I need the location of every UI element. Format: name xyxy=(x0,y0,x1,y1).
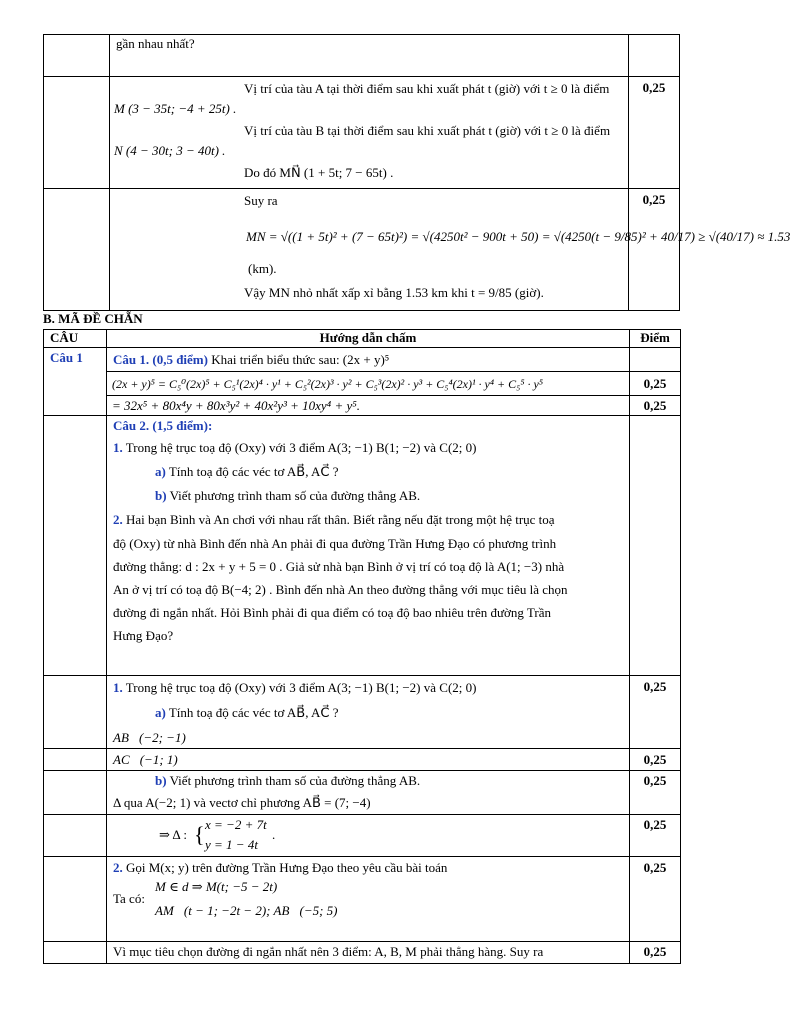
sol-part1b xyxy=(155,773,420,789)
score: 0,25 xyxy=(643,376,667,391)
param-dot: . xyxy=(272,827,276,842)
cell xyxy=(629,35,680,77)
cell xyxy=(110,77,629,189)
cell xyxy=(629,77,680,189)
cell xyxy=(630,396,681,416)
sol-part1a xyxy=(155,705,339,721)
vectors-am-ab: AM⃗(t − 1; −2t − 2); AB⃗(−5; 5) xyxy=(155,903,338,918)
text-line: Hưng Đạo? xyxy=(113,628,174,643)
cell xyxy=(107,749,630,771)
cell xyxy=(630,749,681,771)
header-cell xyxy=(630,330,681,348)
cell xyxy=(44,416,107,676)
q-part1a-text: Tính toạ độ các véc tơ AB⃗, AC⃗ ? xyxy=(165,464,339,479)
text-line: Vậy MN nhỏ nhất xấp xỉ bằng 1.53 km khi t = 9/85 (giờ). xyxy=(244,285,544,300)
q-part1b xyxy=(155,488,420,504)
q-part1b-text: Viết phương trình tham số của đường thẳng AB. xyxy=(166,488,421,503)
cell xyxy=(630,372,681,396)
cell xyxy=(44,749,107,771)
cell xyxy=(107,815,630,857)
score: 0,25 xyxy=(643,817,667,832)
q-part2-num: 2. xyxy=(113,512,123,527)
sol-part1a-text: Tính toạ độ các véc tơ AB⃗, AC⃗ ? xyxy=(165,705,339,720)
formula: N (4 − 30t; 3 − 40t) . xyxy=(114,143,226,158)
cell xyxy=(107,942,630,964)
score: 0,25 xyxy=(642,192,666,207)
section-title: B. MÃ ĐỀ CHẴN xyxy=(43,311,143,326)
score: 0,25 xyxy=(642,80,666,95)
sol-part1b-label: b) xyxy=(155,773,167,788)
score: 0,25 xyxy=(643,860,667,875)
q-part1a-label: a) xyxy=(155,464,166,479)
q-part1-text: Trong hệ trục toạ độ (Oxy) với 3 điểm A(3; −1) B(1; −2) và C(2; 0) xyxy=(122,440,477,455)
cell xyxy=(44,857,107,942)
sol-part1 xyxy=(113,680,476,696)
cell xyxy=(107,396,630,416)
direction-line: Δ qua A(−2; 1) và vectơ chỉ phương AB⃗ = (7; −4) xyxy=(113,795,371,810)
cell xyxy=(630,416,681,676)
cell xyxy=(630,348,681,372)
cau1-title xyxy=(113,352,389,368)
header-huong-dan: Hướng dẫn chấm xyxy=(319,330,417,345)
text-line: đường thẳng: d : 2x + y + 5 = 0 . Giả sử nhà bạn Bình ở vị trí có toạ độ là A(1; −3) nhà xyxy=(113,559,565,574)
text-line: độ (Oxy) từ nhà Bình đến nhà An phải đi qua đường Trần Hưng Đạo có phương trình xyxy=(113,536,557,551)
param-x: x = −2 + 7t xyxy=(205,817,267,832)
param-y: y = 1 − 4t xyxy=(205,837,258,852)
header-cell xyxy=(44,330,107,348)
q-part1a xyxy=(155,464,339,480)
cau1-label: Câu 1 xyxy=(50,350,83,365)
q-part1b-label: b) xyxy=(155,488,167,503)
score: 0,25 xyxy=(643,944,667,959)
cell xyxy=(44,189,110,311)
cell xyxy=(629,189,680,311)
brace-icon: { xyxy=(194,822,205,847)
text-line: Vị trí của tàu B tại thời điểm sau khi xuất phát t (giờ) với t ≥ 0 là điểm xyxy=(244,123,611,138)
q-part2 xyxy=(113,512,555,528)
cell xyxy=(110,35,629,77)
text-line: Vì mục tiêu chọn đường đi ngắn nhất nên 3 điểm: A, B, M phải thẳng hàng. Suy ra xyxy=(113,944,544,959)
formula: M (3 − 35t; −4 + 25t) . xyxy=(114,101,237,116)
cell xyxy=(107,348,630,372)
text-line: đường đi ngắn nhất. Hỏi Bình phải đi qua điểm có toạ độ bao nhiêu trên đường Trần xyxy=(113,605,552,620)
text-line: Vị trí của tàu A tại thời điểm sau khi xuất phát t (giờ) với t ≥ 0 là điểm xyxy=(244,81,610,96)
sol-part1b-text: Viết phương trình tham số của đường thẳng AB. xyxy=(166,773,421,788)
cell xyxy=(630,676,681,749)
score: 0,25 xyxy=(643,679,667,694)
main-table xyxy=(43,329,681,964)
question-end-text: gần nhau nhất? xyxy=(116,36,195,51)
vector-ab: AB⃗(−2; −1) xyxy=(113,730,186,745)
cau1-title-bold: Câu 1. (0,5 điểm) xyxy=(113,352,208,367)
score: 0,25 xyxy=(643,773,667,788)
sol-part2-text: Gọi M(x; y) trên đường Trần Hưng Đạo theo yêu cầu bài toán xyxy=(122,860,448,875)
expansion-result: = 32x⁵ + 80x⁴y + 80x³y² + 40x²y³ + 10xy⁴ + y⁵. xyxy=(112,398,361,413)
cell xyxy=(107,857,630,942)
taco-label: Ta có: xyxy=(113,891,145,906)
q-part1-num: 1. xyxy=(113,440,123,455)
score: 0,25 xyxy=(643,752,667,767)
cau1-title-rest: Khai triển biểu thức sau: (2x + y)⁵ xyxy=(207,352,390,367)
cau-cell xyxy=(44,348,107,416)
formula: MN = √((1 + 5t)² + (7 − 65t)²) = √(4250t² − 900t + 50) = √(4250(t − 9/85)² + 40/17) ≥ √(40/17) ≈ 1.53 xyxy=(246,229,790,244)
sol-part1-num: 1. xyxy=(113,680,123,695)
cell xyxy=(630,771,681,815)
sol-part2-num: 2. xyxy=(113,860,123,875)
cell xyxy=(44,35,110,77)
cell xyxy=(107,372,630,396)
header-cell xyxy=(107,330,630,348)
sol-part1a-label: a) xyxy=(155,705,166,720)
q-part2-text: Hai bạn Bình và An chơi với nhau rất thân. Biết rằng nếu đặt trong một hệ trục toạ xyxy=(122,512,555,527)
cell xyxy=(107,676,630,749)
vector-ac: AC⃗(−1; 1) xyxy=(113,752,178,767)
cell xyxy=(630,857,681,942)
cell xyxy=(44,942,107,964)
sol-part2 xyxy=(113,860,447,876)
top-table xyxy=(43,34,790,311)
q-part1 xyxy=(113,440,476,456)
expansion-formula: (2x + y)⁵ = C₅⁰(2x)⁵ + C₅¹(2x)⁴ · y¹ + C₅²(2x)³ · y² + C₅³(2x)² · y³ + C₅⁴(2x)¹ · y⁴ + C₅⁵ · y⁵ xyxy=(112,377,543,391)
header-cau: CÂU xyxy=(50,330,79,345)
cell xyxy=(44,77,110,189)
cau2-title: Câu 2. (1,5 điểm): xyxy=(113,418,213,433)
text-line: Suy ra xyxy=(244,193,278,208)
text-line: An ở vị trí có toạ độ B(−4; 2) . Bình đến nhà An theo đường thẳng với mục tiêu là chọn xyxy=(113,582,568,597)
header-diem: Điểm xyxy=(640,330,670,345)
cell xyxy=(44,771,107,815)
cell xyxy=(44,676,107,749)
score: 0,25 xyxy=(643,398,667,413)
param-prefix: ⇒ Δ : xyxy=(159,827,187,842)
cell xyxy=(107,416,630,676)
cell xyxy=(44,815,107,857)
point-m: M ∈ d ⇒ M(t; −5 − 2t) xyxy=(155,879,278,894)
text-line: Do đó MN⃗ (1 + 5t; 7 − 65t) . xyxy=(244,165,394,180)
cell xyxy=(630,942,681,964)
cell xyxy=(107,771,630,815)
cell xyxy=(630,815,681,857)
text-line: (km). xyxy=(248,261,277,276)
sol-part1-text: Trong hệ trục toạ độ (Oxy) với 3 điểm A(3; −1) B(1; −2) và C(2; 0) xyxy=(122,680,477,695)
